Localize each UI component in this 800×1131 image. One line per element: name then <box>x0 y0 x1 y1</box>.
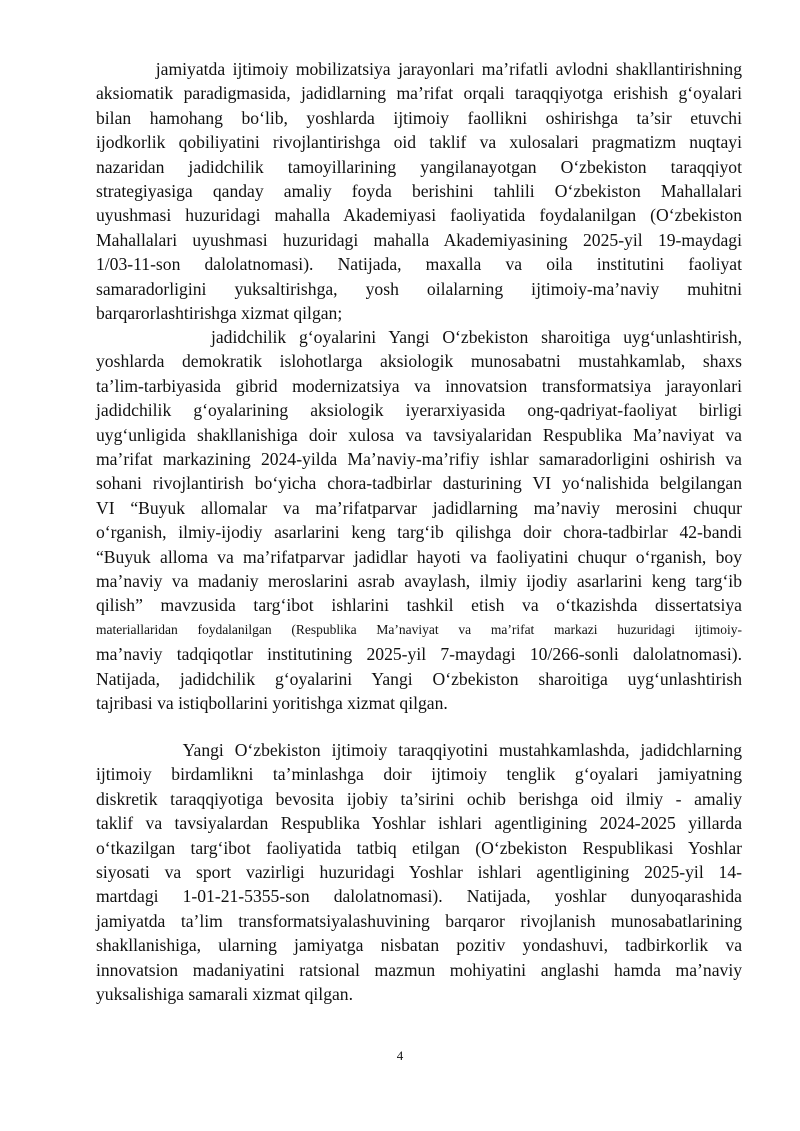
text-line: uyushmasi huzuridagi mahalla Akademiyasi faoliyatida foydalanilgan (O‘zbekiston <box>96 205 742 226</box>
paragraph-2 <box>96 325 742 716</box>
text-line: Mahallalari uyushmasi huzuridagi mahalla Akademiyasining 2025-yil 19-maydagi <box>96 229 742 250</box>
text-line: strategiyasiga qanday amaliy foyda berishini tahlili O‘zbekiston Mahallalari <box>96 181 742 202</box>
text-line: innovatsion madaniyatini ratsional mazmun mohiyatini anglashi hamda ma’naviy <box>96 959 742 980</box>
text-line: nazaridan jadidchilik tamoyillarining yangilanayotgan O‘zbekiston taraqqiyot <box>96 156 742 177</box>
text-line: bilan hamohang bo‘lib, yoshlarda ijtimoiy faollikni oshirishga ta’sir etuvchi <box>96 107 742 128</box>
text-line: diskretik taraqqiyotiga bevosita ijobiy ta’sirini ochib berishga oid ilmiy - amaliy <box>96 788 742 809</box>
paragraph-3 <box>96 738 742 1006</box>
text-line: ijodkorlik qobiliyatini rivojlantirishga oid taklif va xulosalari pragmatizm nuqtayi <box>96 132 742 153</box>
text-line: yuksalishiga samarali xizmat qilgan. <box>96 984 353 1005</box>
text-line: ma’naviy va madaniy meroslarini asrab avaylash, ilmiy ijodiy asarlarini keng targ‘ib <box>96 571 742 592</box>
text-line: 1/03-11-son dalolatnomasi). Natijada, maxalla va oila institutini faoliyat <box>96 254 742 275</box>
text-line: tajribasi va istiqbollarini yoritishga xizmat qilgan. <box>96 693 448 714</box>
text-line: ma’naviy tadqiqotlar institutining 2025-yil 7-maydagi 10/266-sonli dalolatnomasi). <box>96 644 742 665</box>
text-line: “Buyuk alloma va ma’rifatparvar jadidlar hayoti va faoliyatini chuqur o‘rganish, boy <box>96 546 742 567</box>
text-line: taklif va tavsiyalardan Respublika Yoshlar ishlari agentligining 2024-2025 yillarda <box>96 813 742 834</box>
text-line: martdagi 1-01-21-5355-son dalolatnomasi). Natijada, yoshlar dunyoqarashida <box>96 886 742 907</box>
text-line: jamiyatda ijtimoiy mobilizatsiya jarayonlari ma’rifatli avlodni shakllantirishning <box>96 59 742 79</box>
text-line: samaradorligini yuksaltirishga, yosh oilalarning ijtimoiy-ma’naviy muhitni <box>96 278 742 299</box>
text-line: qilish” mavzusida targ‘ibot ishlarini tashkil etish va o‘tkazishda dissertatsiya <box>96 595 742 616</box>
text-line: siyosati va sport vazirligi huzuridagi Yoshlar ishlari agentligining 2025-yil 14- <box>96 862 742 883</box>
text-line: o‘rganish, ilmiy-ijodiy asarlarini keng targ‘ib qilishga doir chora-tadbirlar 42-bandi <box>96 522 742 543</box>
text-line: Yangi O‘zbekiston ijtimoiy taraqqiyotini mustahkamlashda, jadidchlarning <box>96 740 742 760</box>
text-line: aksiomatik paradigmasida, jadidlarning ma’rifat orqali taraqqiyotga erishish g‘oyalari <box>96 83 742 104</box>
text-line: sohani rivojlantirish bo‘yicha chora-tadbirlar dasturining VI yo‘nalishida belgilangan <box>96 473 742 494</box>
text-line: ma’rifat markazining 2024-yilda Ma’naviy-ma’rifiy ishlar samaradorligini oshirish va <box>96 449 742 470</box>
text-line: ijtimoiy birdamlikni ta’minlashga doir ijtimoiy tenglik g‘oyalari jamiyatning <box>96 764 742 785</box>
text-line: jadidchilik g‘oyalarining aksiologik iyerarxiyasida ong-qadriyat-faoliyat birligi <box>96 400 742 421</box>
text-line: ta’lim-tarbiyasida gibrid modernizatsiya va innovatsion transformatsiya jarayonlari <box>96 375 742 396</box>
text-line: VI “Buyuk allomalar va ma’rifatparvar jadidlarning ma’naviy merosini chuqur <box>96 497 742 518</box>
text-line: o‘tkazilgan targ‘ibot faoliyatida tatbiq etilgan (O‘zbekiston Respublikasi Yoshlar <box>96 837 742 858</box>
text-line: jamiyatda ta’lim transformatsiyalashuvining barqaror rivojlanish munosabatlarining <box>96 910 742 931</box>
text-line: materiallaridan foydalanilgan (Respublika Ma’naviyat va ma’rifat markazi huzuridagi ijtimoiy- <box>96 621 742 637</box>
paragraph-1 <box>96 57 742 325</box>
text-line: yoshlarda demokratik islohotlarga aksiologik munosabatni mustahkamlab, shaxs <box>96 351 742 372</box>
text-line: jadidchilik g‘oyalarini Yangi O‘zbekiston sharoitiga uyg‘unlashtirish, <box>96 327 742 347</box>
text-line: shakllanishiga, ularning jamiyatga nisbatan pozitiv yondashuvi, tadbirkorlik va <box>96 935 742 956</box>
text-line: Natijada, jadidchilik g‘oyalarini Yangi O‘zbekiston sharoitiga uyg‘unlashtirish <box>96 668 742 689</box>
text-line: barqarorlashtirishga xizmat qilgan; <box>96 303 343 324</box>
text-line: uyg‘unligida shakllanishiga doir xulosa va tavsiyalaridan Respublika Ma’naviyat va <box>96 424 742 445</box>
page-number: 4 <box>396 1048 404 1063</box>
